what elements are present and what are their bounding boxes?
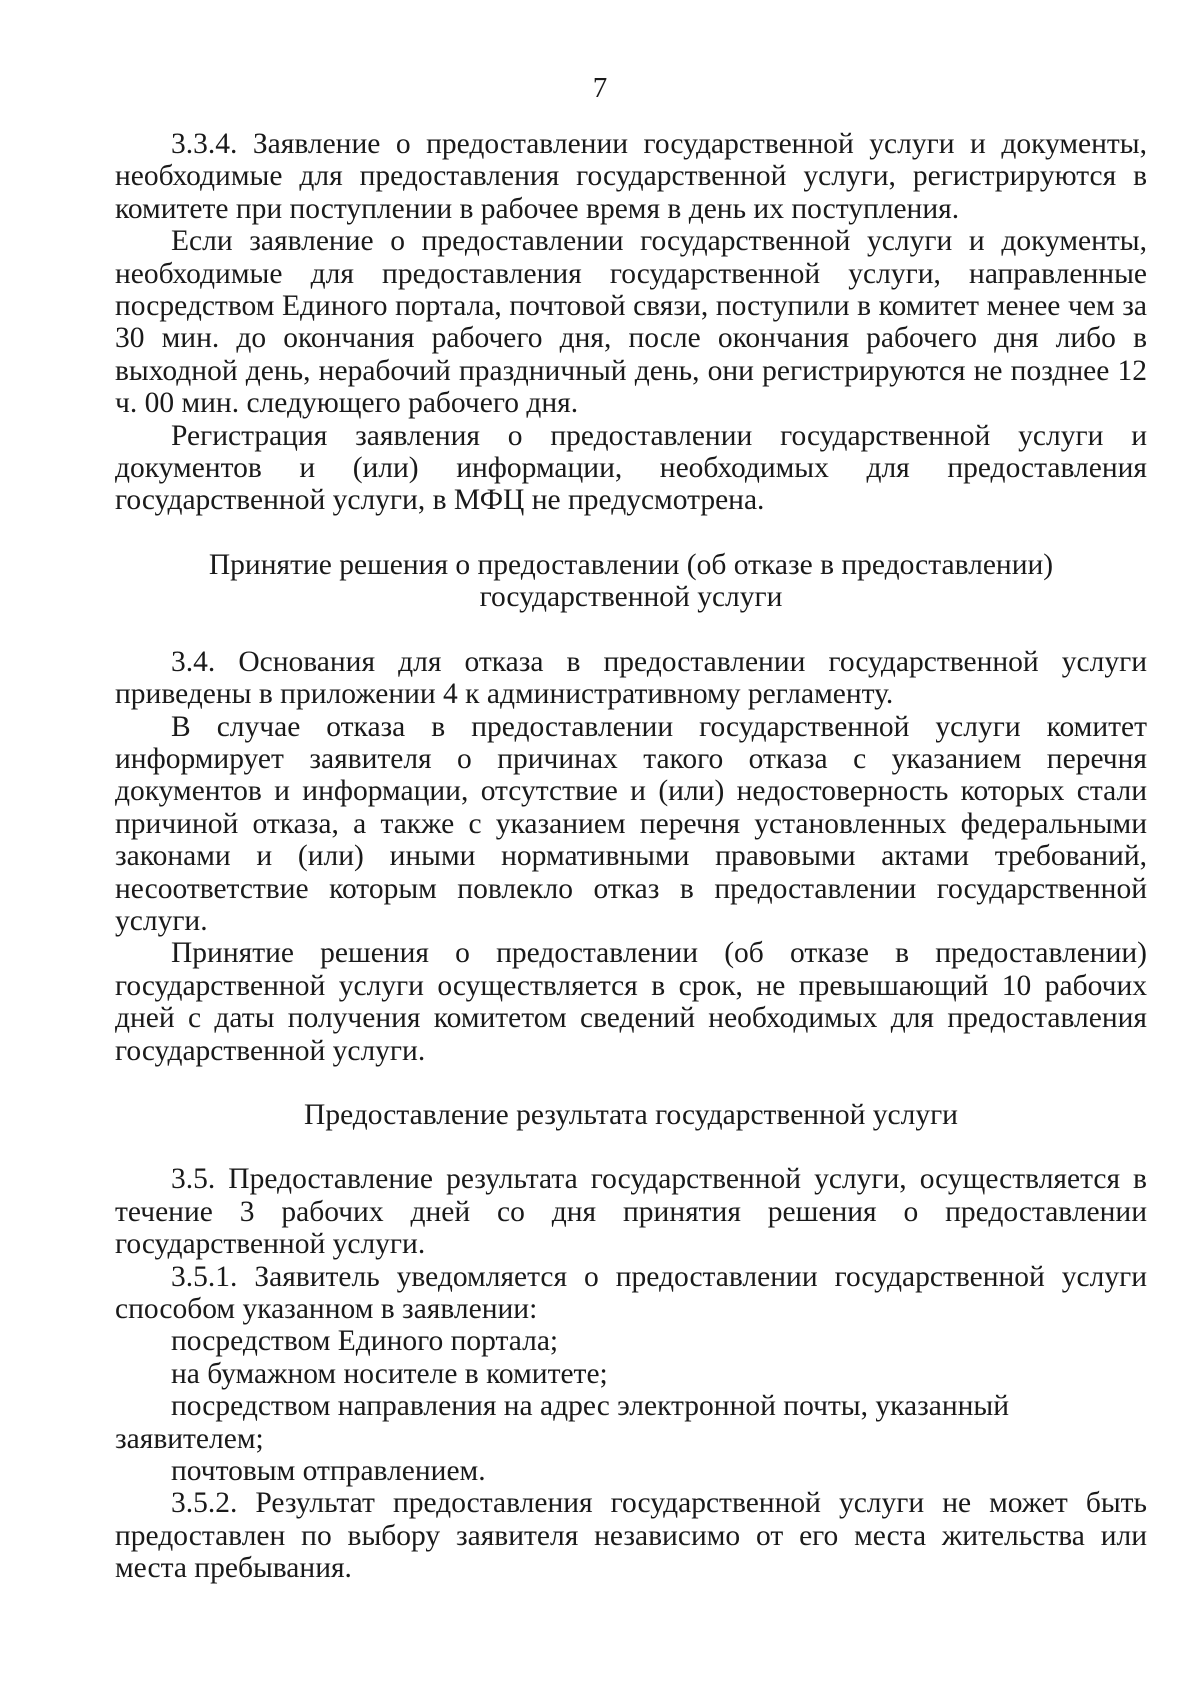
paragraph-3-5-2: 3.5.2. Результат предоставления государственной услуги не может быть предоставлен по выбору заявителя независимо от его места жительства или места пребывания. (115, 1487, 1147, 1585)
paragraph-3-4: 3.4. Основания для отказа в предоставлении государственной услуги приведены в приложении 4 к административному регламенту. (115, 645, 1147, 711)
section-registration (115, 128, 1147, 517)
heading-decision: Принятие решения о предоставлении (об отказе в предоставлении) государственной услуги (208, 548, 1054, 614)
paragraph-late-submission: Если заявление о предоставлении государственной услуги и документы, необходимые для предоставления государственной услуги, направленные посредством Единого портала, почтовой связи, поступили в комитет менее чем за 30 мин. до окончания рабочего дня, после окончания рабочего дня либо в выходной день, нерабочий праздничный день, они регистрируются не позднее 12 ч. 00 мин. следующего рабочего дня. (115, 225, 1147, 420)
section-decision (115, 646, 1147, 1067)
heading-result: Предоставление результата государственной услуги (304, 1098, 958, 1131)
document-body (115, 128, 1147, 1585)
paragraph-refusal-info: В случае отказа в предоставлении государственной услуги комитет информирует заявителя о причинах такого отказа с указанием перечня документов и информации, отсутствие и (или) недостоверность которых стали причиной отказа, а также с указанием перечня установленных федеральными законами и (или) иными нормативными правовыми актами требований, несоответствие которым повлекло отказ в предоставлении государственной услуги. (115, 710, 1147, 937)
paragraph-3-5-1: 3.5.1. Заявитель уведомляется о предоставлении государственной услуги способом указанном в заявлении: (115, 1260, 1147, 1325)
list-item-email: посредством направления на адрес электронной почты, указанный заявителем; (115, 1390, 1010, 1455)
paragraph-mfc-registration: Регистрация заявления о предоставлении государственной услуги и документов и (или) информации, необходимых для предоставления государственной услуги, в МФЦ не предусмотрена. (115, 419, 1147, 517)
list-item-portal: посредством Единого портала; (171, 1325, 559, 1358)
list-item-post: почтовым отправлением. (171, 1455, 486, 1488)
paragraph-decision-term: Принятие решения о предоставлении (об отказе в предоставлении) государственной услуги осуществляется в срок, не превышающий 10 рабочих дней с даты получения комитетом сведений необходимых для предоставления государственной услуги. (115, 937, 1147, 1067)
paragraph-3-3-4: 3.3.4. Заявление о предоставлении государственной услуги и документы, необходимые для предоставления государственной услуги, регистрируются в комитете при поступлении в рабочее время в день их поступления. (115, 128, 1147, 225)
list-item-paper: на бумажном носителе в комитете; (171, 1357, 608, 1390)
paragraph-3-5: 3.5. Предоставление результата государственной услуги, осуществляется в течение 3 рабочих дней со дня принятия решения о предоставлении государственной услуги. (115, 1163, 1147, 1261)
page-number: 7 (592, 72, 608, 104)
section-result (115, 1163, 1147, 1584)
